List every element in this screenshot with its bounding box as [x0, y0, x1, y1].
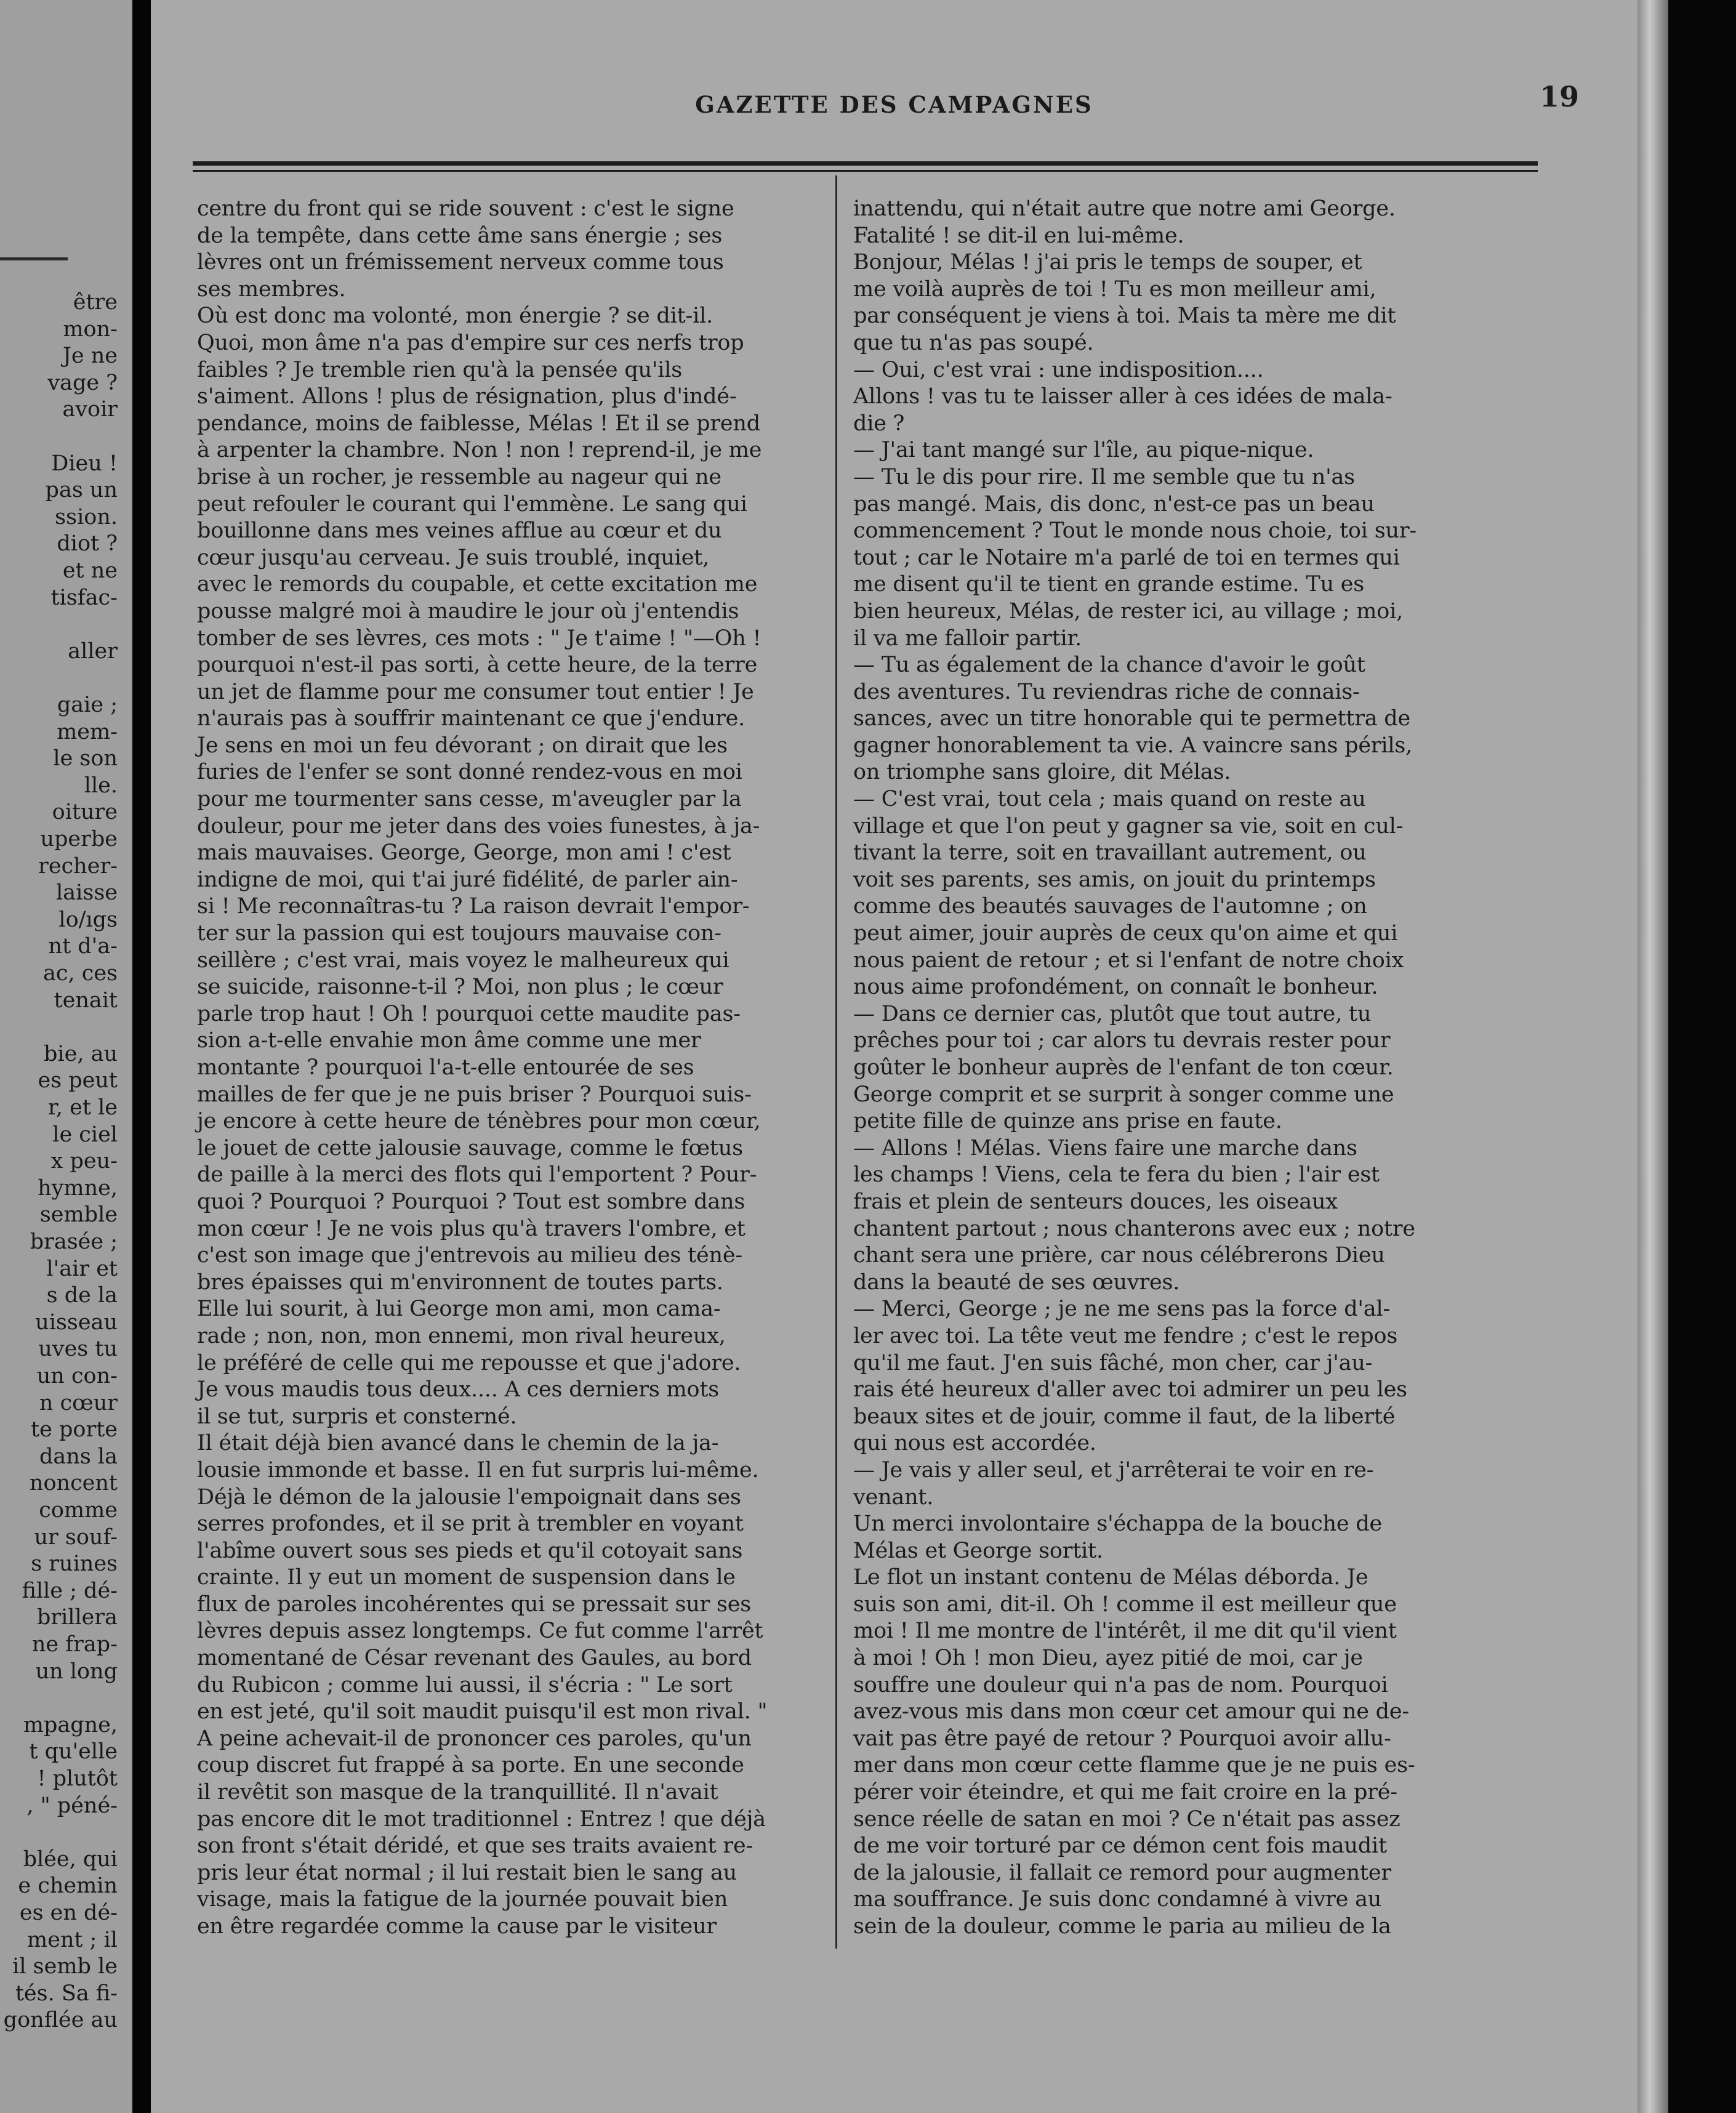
- facing-page-line: lle.: [84, 773, 118, 798]
- page-edge: [1638, 0, 1668, 2113]
- text-line: Mélas et George sortit.: [853, 1538, 1103, 1563]
- book-gutter: [132, 0, 151, 2113]
- text-line: bien heureux, Mélas, de rester ici, au village ; moi,: [853, 598, 1403, 624]
- text-line: Allons ! vas tu te laisser aller à ces idées de mala-: [853, 384, 1392, 409]
- text-line: George comprit et se surprit à songer comme une: [853, 1082, 1394, 1107]
- facing-page-line: tisfac-: [50, 585, 118, 610]
- facing-page-line: r, et le: [48, 1095, 118, 1120]
- text-line: vait pas être payé de retour ? Pourquoi avoir allu-: [853, 1726, 1391, 1751]
- text-line: indigne de moi, qui t'ai juré fidélité, de parler ain-: [197, 867, 738, 892]
- scan-border: [1668, 0, 1736, 2113]
- text-line: Déjà le démon de la jalousie l'empoignait dans ses: [197, 1484, 741, 1510]
- facing-page-line: hymne,: [38, 1175, 118, 1201]
- text-line: suis son ami, dit-il. Oh ! comme il est meilleur que: [853, 1592, 1397, 1617]
- text-line: mais mauvaises. George, George, mon ami ! c'est: [197, 840, 731, 866]
- text-line: — Allons ! Mélas. Viens faire une marche dans: [853, 1135, 1357, 1161]
- text-line: chant sera une prière, car nous célébrerons Dieu: [853, 1243, 1385, 1268]
- text-line: ler avec toi. La tête veut me fendre ; c'est le repos: [853, 1323, 1398, 1348]
- right-column: [850, 196, 1471, 1941]
- text-line: par conséquent je viens à toi. Mais ta mère me dit: [853, 304, 1396, 329]
- text-line: nous aime profondément, on connaît le bonheur.: [853, 975, 1378, 1000]
- text-line: venant.: [853, 1484, 934, 1510]
- text-line: pérer voir éteindre, et qui me fait croire en la pré-: [853, 1780, 1397, 1805]
- text-line: souffre une douleur qui n'a pas de nom. Pourquoi: [853, 1672, 1388, 1697]
- text-line: il va me falloir partir.: [853, 626, 1082, 651]
- text-line: tivant la terre, soit en travaillant autrement, ou: [853, 840, 1367, 866]
- text-line: me disent qu'il te tient en grande estime. Tu es: [853, 572, 1365, 597]
- text-line: avez-vous mis dans mon cœur cet amour qui ne de-: [853, 1699, 1410, 1725]
- facing-page-line: le son: [53, 746, 118, 771]
- text-line: visage, mais la fatigue de la journée pouvait bien: [197, 1887, 728, 1912]
- facing-page-line: brillera: [36, 1605, 118, 1630]
- text-line: — Je vais y aller seul, et j'arrêterai te voir en re-: [853, 1457, 1374, 1483]
- text-line: des aventures. Tu reviendras riche de connais-: [853, 679, 1360, 704]
- text-line: petite fille de quinze ans prise en faute.: [853, 1109, 1282, 1134]
- facing-page-line: brasée ;: [30, 1230, 118, 1254]
- facing-page-line: et ne: [62, 558, 118, 583]
- text-line: Fatalité ! se dit-il en lui-même.: [853, 223, 1184, 248]
- text-line: on triomphe sans gloire, dit Mélas.: [853, 760, 1231, 785]
- facing-page-line: Dieu !: [51, 451, 118, 476]
- text-line: s'aiment. Allons ! plus de résignation, plus d'indé-: [197, 384, 737, 409]
- text-line: — Merci, George ; je ne me sens pas la force d'al-: [853, 1297, 1391, 1322]
- text-line: mailles de fer que je ne puis briser ? Pourquoi suis-: [197, 1082, 752, 1107]
- facing-page-line: mpagne,: [23, 1712, 118, 1737]
- text-line: sances, avec un titre honorable qui te permettra de: [853, 706, 1411, 731]
- facing-page-line: fille ; dé-: [22, 1578, 118, 1603]
- text-line: en être regardée comme la cause par le visiteur: [197, 1914, 717, 1939]
- text-line: peut refouler le courant qui l'emmène. Le sang qui: [197, 491, 747, 517]
- text-line: moi ! Il me montre de l'intérêt, il me dit qu'il vient: [853, 1619, 1397, 1644]
- text-line: sence réelle de satan en moi ? Ce n'était pas assez: [853, 1806, 1400, 1832]
- facing-page-line: l'air et: [46, 1256, 118, 1281]
- text-line: furies de l'enfer se sont donné rendez-vous en moi: [197, 760, 742, 785]
- facing-page-line: tés. Sa fi-: [15, 1981, 118, 2006]
- facing-page-line: semble: [39, 1202, 118, 1228]
- text-line: cœur jusqu'au cerveau. Je suis troublé, inquiet,: [197, 545, 710, 570]
- text-line: — Dans ce dernier cas, plutôt que tout autre, tu: [853, 1001, 1372, 1026]
- text-line: me voilà auprès de toi ! Tu es mon meilleur ami,: [853, 276, 1376, 302]
- facing-page-line: ne frap-: [31, 1632, 118, 1657]
- facing-page-rule: [0, 257, 68, 260]
- facing-page-line: mem-: [57, 719, 118, 744]
- text-line: douleur, pour me jeter dans des voies funestes, à ja-: [197, 813, 760, 839]
- left-column: [197, 196, 819, 1941]
- text-line: du Rubicon ; comme lui aussi, il s'écria : " Le sort: [197, 1672, 733, 1697]
- text-line: — Oui, c'est vrai : une indisposition....: [853, 357, 1264, 382]
- text-line: — Tu as également de la chance d'avoir le goût: [853, 653, 1365, 678]
- text-line: montante ? pourquoi l'a-t-elle entourée de ses: [197, 1055, 694, 1080]
- facing-page-line: laisse: [56, 880, 118, 906]
- text-line: qui nous est accordée.: [853, 1431, 1096, 1456]
- text-line: coup discret fut frappé à sa porte. En une seconde: [197, 1753, 744, 1778]
- text-line: Où est donc ma volonté, mon énergie ? se dit-il.: [197, 304, 713, 329]
- facing-page-line: es peut: [38, 1068, 118, 1093]
- text-line: flux de paroles incohérentes qui se pressait sur ses: [197, 1592, 752, 1617]
- text-line: — Tu le dis pour rire. Il me semble que tu n'as: [853, 464, 1355, 489]
- text-line: mon cœur ! Je ne vois plus qu'à travers l'ombre, et: [197, 1216, 745, 1241]
- header-rule-thin: [193, 170, 1538, 172]
- facing-page-line: Je ne: [62, 344, 118, 369]
- text-line: pour me tourmenter sans cesse, m'aveugler par la: [197, 787, 742, 812]
- text-line: goûter le bonheur auprès de l'enfant de ton cœur.: [853, 1055, 1394, 1080]
- text-line: mer dans mon cœur cette flamme que je ne puis es-: [853, 1753, 1415, 1778]
- text-line: pendance, moins de faiblesse, Mélas ! Et il se prend: [197, 411, 760, 436]
- facing-page-line: un long: [35, 1659, 118, 1684]
- text-line: pris leur état normal ; il lui restait bien le sang au: [197, 1860, 737, 1885]
- text-line: frais et plein de senteurs douces, les oiseaux: [853, 1189, 1338, 1214]
- facing-page-line: mon-: [63, 316, 118, 342]
- facing-page-line: le ciel: [52, 1122, 118, 1147]
- text-line: momentané de César revenant des Gaules, au bord: [197, 1646, 752, 1671]
- text-line: pourquoi n'est-il pas sorti, à cette heure, de la terre: [197, 653, 758, 678]
- text-line: — C'est vrai, tout cela ; mais quand on reste au: [853, 787, 1366, 812]
- text-line: tomber de ses lèvres, ces mots : " Je t'aime ! "—Oh !: [197, 626, 762, 651]
- text-line: peut aimer, jouir auprès de ceux qu'on aime et qui: [853, 921, 1398, 946]
- text-line: à moi ! Oh ! mon Dieu, ayez pitié de moi, car je: [853, 1646, 1363, 1671]
- text-line: c'est son image que j'entrevois au milieu des ténè-: [197, 1243, 742, 1268]
- facing-page-line: dans la: [39, 1444, 118, 1469]
- facing-page-line: noncent: [29, 1471, 118, 1496]
- text-line: son front s'était déridé, et que ses traits avaient re-: [197, 1833, 753, 1859]
- text-line: dans la beauté de ses œuvres.: [853, 1270, 1180, 1295]
- facing-page-line: uperbe: [40, 827, 118, 851]
- facing-page-line: s de la: [46, 1283, 118, 1308]
- text-line: gagner honorablement ta vie. A vaincre sans périls,: [853, 733, 1413, 758]
- text-line: de la jalousie, il fallait ce remord pour augmenter: [853, 1860, 1391, 1885]
- text-line: crainte. Il y eut un moment de suspension dans le: [197, 1565, 736, 1590]
- text-line: tout ; car le Notaire m'a parlé de toi en termes qui: [853, 545, 1400, 570]
- text-line: — J'ai tant mangé sur l'île, au pique-nique.: [853, 438, 1314, 463]
- facing-page-line: ssion.: [55, 504, 118, 529]
- text-line: avec le remords du coupable, et cette excitation me: [197, 572, 758, 597]
- text-line: parle trop haut ! Oh ! pourquoi cette maudite pas-: [197, 1001, 741, 1026]
- text-line: le préféré de celle qui me repousse et que j'adore.: [197, 1350, 741, 1375]
- text-line: l'abîme ouvert sous ses pieds et qu'il cotoyait sans: [197, 1538, 743, 1563]
- text-line: pousse malgré moi à maudire le jour où j'entendis: [197, 598, 739, 624]
- facing-page-line: vage ?: [47, 370, 118, 395]
- text-line: que tu n'as pas soupé.: [853, 330, 1094, 355]
- facing-page-line: comme: [39, 1498, 118, 1523]
- text-line: un jet de flamme pour me consumer tout entier ! Je: [197, 679, 754, 704]
- text-line: de la tempête, dans cette âme sans énergie ; ses: [197, 223, 723, 248]
- text-line: qu'il me faut. J'en suis fâché, mon cher, car j'au-: [853, 1350, 1373, 1375]
- text-line: n'aurais pas à souffrir maintenant ce que j'endure.: [197, 706, 745, 731]
- facing-page-line: un con-: [36, 1364, 118, 1388]
- facing-page-line: e chemin: [18, 1874, 118, 1899]
- text-line: se suicide, raisonne-t-il ? Moi, non plus ; le cœur: [197, 975, 723, 1000]
- text-line: si ! Me reconnaîtras-tu ? La raison devrait l'empor-: [197, 894, 750, 919]
- text-line: Un merci involontaire s'échappa de la bouche de: [853, 1511, 1383, 1537]
- facing-page-line: gaie ;: [57, 693, 118, 717]
- facing-page-line: x peu-: [50, 1149, 118, 1174]
- text-line: il se tut, surpris et consterné.: [197, 1404, 517, 1429]
- text-line: chantent partout ; nous chanterons avec eux ; notre: [853, 1216, 1415, 1241]
- text-line: quoi ? Pourquoi ? Pourquoi ? Tout est sombre dans: [197, 1189, 745, 1214]
- text-line: je encore à cette heure de ténèbres pour mon cœur,: [197, 1109, 761, 1134]
- text-line: village et que l'on peut y gagner sa vie, soit en cul-: [853, 813, 1404, 839]
- facing-page-line: s ruines: [31, 1552, 118, 1577]
- text-line: sein de la douleur, comme le paria au milieu de la: [853, 1914, 1391, 1939]
- text-line: Je sens en moi un feu dévorant ; on dirait que les: [197, 733, 728, 758]
- facing-page-line: t qu'elle: [29, 1739, 118, 1765]
- text-line: brise à un rocher, je ressemble au nageur qui ne: [197, 464, 721, 489]
- text-line: prêches pour toi ; car alors tu devrais rester pour: [853, 1028, 1391, 1053]
- facing-page-line: aller: [68, 638, 118, 664]
- text-line: Bonjour, Mélas ! j'ai pris le temps de souper, et: [853, 250, 1362, 275]
- facing-page-line: oiture: [52, 800, 118, 825]
- facing-page-line: n cœur: [39, 1390, 118, 1415]
- facing-page-line: uves tu: [38, 1337, 118, 1362]
- facing-page-line: blée, qui: [23, 1846, 118, 1872]
- text-line: beaux sites et de jouir, comme il faut, de la liberté: [853, 1404, 1396, 1429]
- facing-page-line: ac, ces: [43, 961, 118, 986]
- text-line: rade ; non, non, mon ennemi, mon rival heureux,: [197, 1323, 726, 1348]
- facing-page-line: uisseau: [35, 1310, 118, 1335]
- facing-page-line: diot ?: [57, 531, 118, 557]
- text-line: ma souffrance. Je suis donc condamné à vivre au: [853, 1887, 1382, 1912]
- facing-page-line: recher-: [38, 853, 118, 879]
- text-line: lousie immonde et basse. Il en fut surpris lui-même.: [197, 1457, 759, 1483]
- text-line: Il était déjà bien avancé dans le chemin de la ja-: [197, 1431, 719, 1456]
- facing-page-line: ur souf-: [34, 1524, 118, 1550]
- text-line: Elle lui sourit, à lui George mon ami, mon cama-: [197, 1297, 721, 1322]
- facing-page-line: lo/ıgs: [58, 907, 118, 932]
- text-line: lèvres depuis assez longtemps. Ce fut comme l'arrêt: [197, 1619, 763, 1644]
- masthead-title: GAZETTE DES CAMPAGNES: [695, 91, 1093, 118]
- facing-page-line: être: [73, 290, 118, 315]
- text-line: rais été heureux d'aller avec toi admirer un peu les: [853, 1377, 1407, 1403]
- text-line: en est jeté, qu'il soit maudit puisqu'il est mon rival. ": [197, 1699, 768, 1725]
- text-line: à arpenter la chambre. Non ! non ! reprend-il, je me: [197, 438, 762, 463]
- text-line: pas mangé. Mais, dis donc, n'est-ce pas un beau: [853, 491, 1375, 517]
- column-divider: [835, 175, 837, 1949]
- facing-page-line: tenait: [54, 988, 118, 1013]
- text-line: comme des beautés sauvages de l'automne ; on: [853, 894, 1367, 919]
- text-line: sion a-t-elle envahie mon âme comme une mer: [197, 1028, 701, 1053]
- text-line: Je vous maudis tous deux.... A ces derniers mots: [197, 1377, 720, 1403]
- facing-page-line: ! plutôt: [37, 1766, 118, 1791]
- text-line: le jouet de cette jalousie sauvage, comme le fœtus: [197, 1135, 743, 1161]
- facing-page-line: nt d'a-: [48, 934, 118, 959]
- text-line: voit ses parents, ses amis, on jouit du printemps: [853, 867, 1376, 892]
- text-line: faibles ? Je tremble rien qu'à la pensée qu'ils: [197, 357, 683, 382]
- facing-page-line: avoir: [62, 397, 118, 422]
- text-line: die ?: [853, 411, 905, 436]
- facing-page-line: ment ; il: [27, 1927, 118, 1952]
- text-line: bouillonne dans mes veines afflue au cœur et du: [197, 518, 722, 544]
- facing-page-line: es en dé-: [19, 1901, 118, 1925]
- text-line: de me voir torturé par ce démon cent fois maudit: [853, 1833, 1387, 1859]
- text-line: seillère ; c'est vrai, mais voyez le malheureux qui: [197, 948, 729, 973]
- text-line: ses membres.: [197, 276, 346, 302]
- text-line: serres profondes, et il se prit à trembler en voyant: [197, 1511, 744, 1537]
- text-line: centre du front qui se ride souvent : c'est le signe: [197, 196, 734, 221]
- text-line: Quoi, mon âme n'a pas d'empire sur ces nerfs trop: [197, 330, 744, 355]
- text-line: commencement ? Tout le monde nous choie, toi sur-: [853, 518, 1417, 544]
- text-line: bres épaisses qui m'environnent de toutes parts.: [197, 1270, 723, 1295]
- text-line: Le flot un instant contenu de Mélas déborda. Je: [853, 1565, 1368, 1590]
- facing-page-line: gonflée au: [3, 2008, 118, 2033]
- facing-page-line: te porte: [31, 1417, 118, 1443]
- text-line: ter sur la passion qui est toujours mauvaise con-: [197, 921, 721, 946]
- newspaper-page: [151, 0, 1638, 2113]
- facing-page-line: , " péné-: [26, 1793, 118, 1818]
- text-line: il revêtit son masque de la tranquillité. Il n'avait: [197, 1780, 718, 1805]
- text-line: lèvres ont un frémissement nerveux comme tous: [197, 250, 724, 275]
- facing-page-line: pas un: [45, 478, 118, 503]
- facing-page-fragment: [0, 0, 132, 2113]
- text-line: de paille à la merci des flots qui l'emportent ? Pour-: [197, 1162, 757, 1188]
- text-line: pas encore dit le mot traditionnel : Entrez ! que déjà: [197, 1806, 766, 1832]
- text-line: A peine achevait-il de prononcer ces paroles, qu'un: [197, 1726, 752, 1751]
- facing-page-line: bie, au: [44, 1041, 118, 1066]
- text-line: les champs ! Viens, cela te fera du bien ; l'air est: [853, 1162, 1380, 1188]
- header-rule-thick: [193, 161, 1538, 166]
- text-line: inattendu, qui n'était autre que notre ami George.: [853, 196, 1396, 221]
- page-number: 19: [1539, 80, 1579, 113]
- facing-page-line: il semb le: [12, 1954, 118, 1979]
- text-line: nous paient de retour ; et si l'enfant de notre choix: [853, 948, 1404, 973]
